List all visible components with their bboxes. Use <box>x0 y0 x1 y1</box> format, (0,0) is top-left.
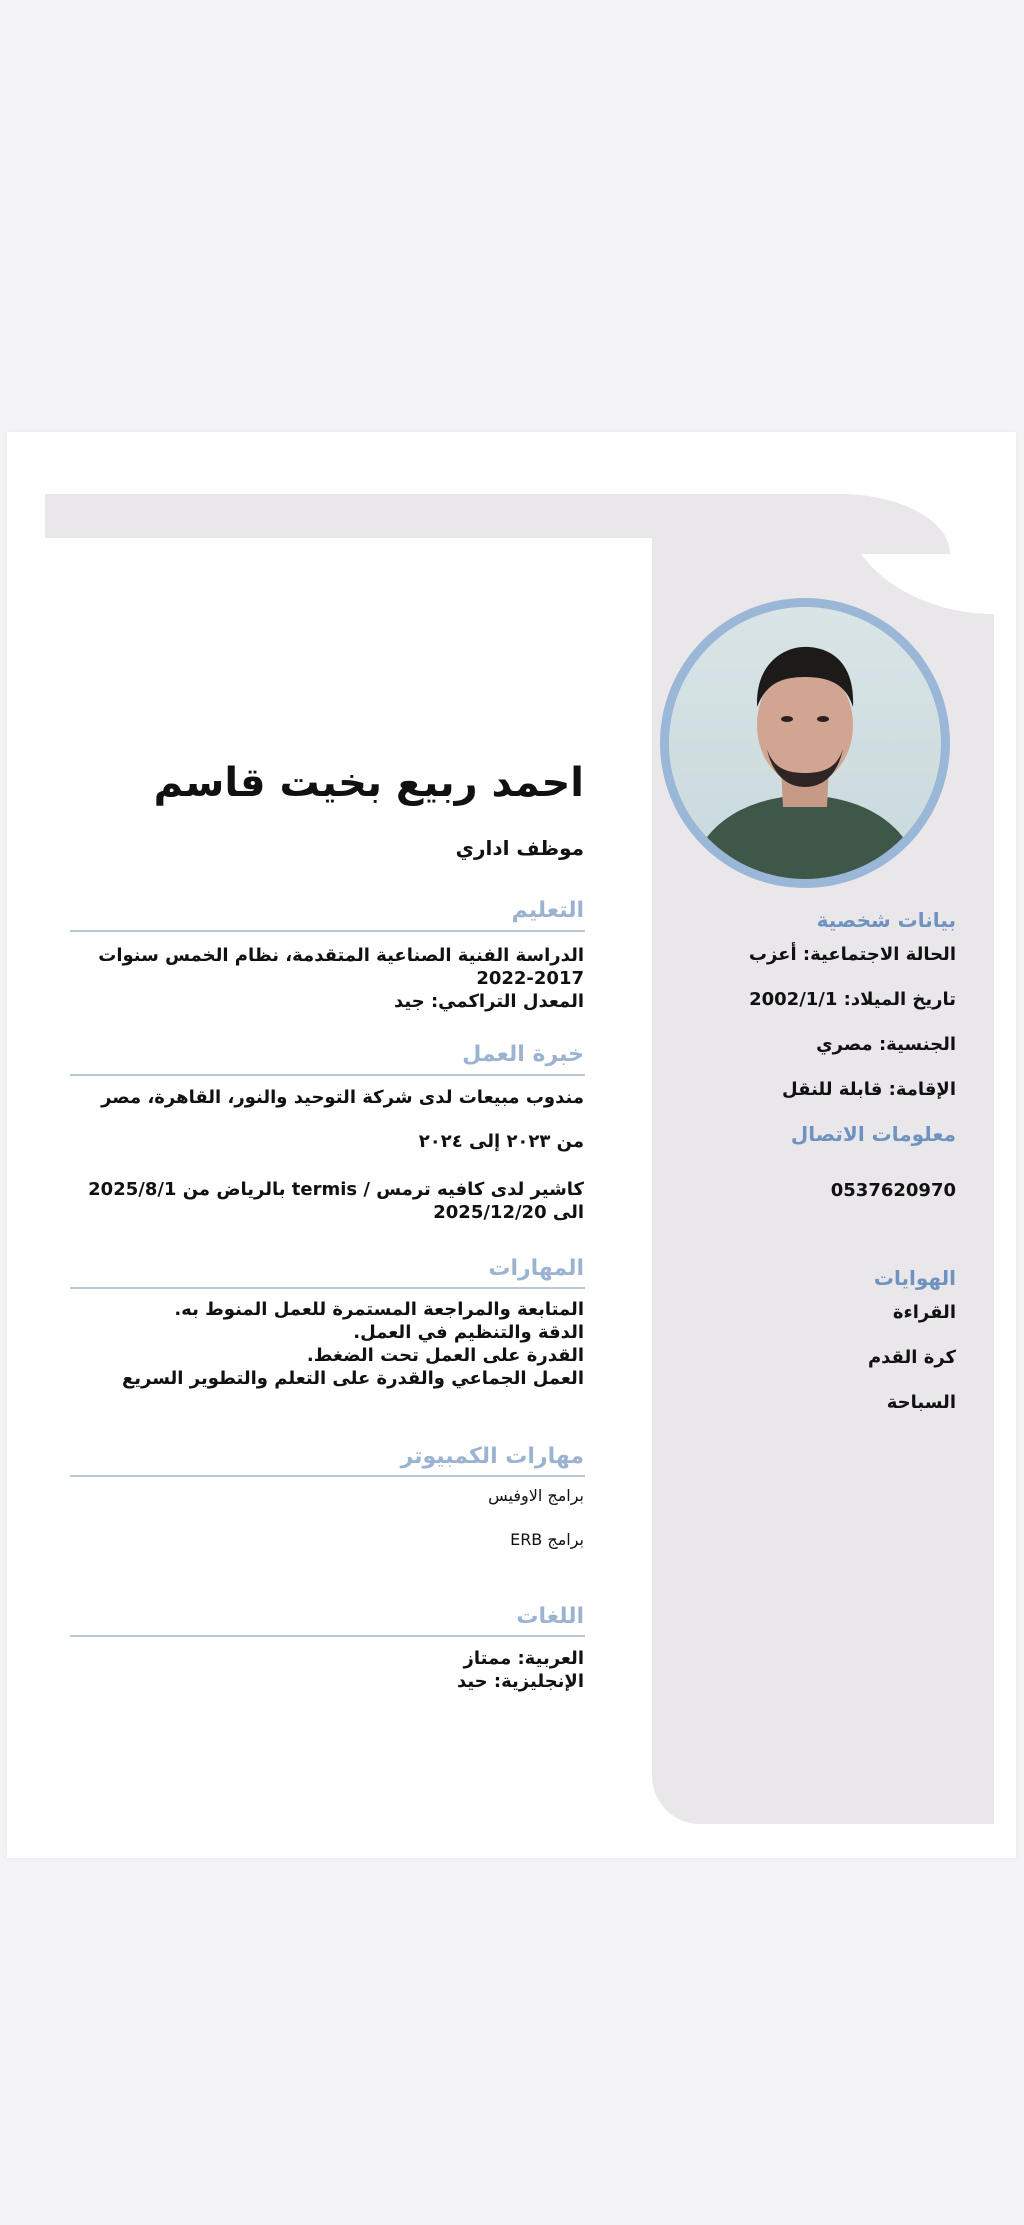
experience-job-2-line-2: الى 2025/12/20 <box>433 1202 584 1223</box>
experience-job-1: مندوب مبيعات لدى شركة التوحيد والنور، القاهرة، مصر <box>101 1087 584 1108</box>
education-line-2: 2022-2017 <box>476 968 584 989</box>
language-item: الإنجليزية: حيد <box>456 1671 584 1692</box>
hobby-item: السباحة <box>886 1392 956 1413</box>
profile-photo <box>660 598 950 888</box>
computer-skills-heading: مهارات الكمبيوتر <box>400 1444 584 1469</box>
person-portrait-icon <box>669 607 941 879</box>
experience-job-2 <box>64 1178 584 1224</box>
personal-marital: الحالة الاجتماعية: أعزب <box>748 944 956 965</box>
hobby-item: كرة القدم <box>867 1347 956 1368</box>
job-title: موظف اداري <box>455 836 584 860</box>
language-item: العربية: ممتاز <box>463 1648 584 1669</box>
skill-item: الدقة والتنظيم في العمل. <box>353 1322 584 1343</box>
experience-divider <box>70 1074 585 1076</box>
skills-heading: المهارات <box>488 1256 584 1281</box>
skills-divider <box>70 1287 585 1289</box>
experience-heading: خبرة العمل <box>462 1042 584 1067</box>
personal-heading: بيانات شخصية <box>816 908 956 932</box>
skill-item: القدرة على العمل تحت الضغط. <box>306 1345 584 1366</box>
languages-list <box>457 1647 584 1693</box>
experience-job-1-period: من ٢٠٢٣ إلى ٢٠٢٤ <box>418 1131 584 1152</box>
languages-divider <box>70 1635 585 1637</box>
languages-heading: اللغات <box>516 1604 584 1629</box>
personal-residence: الإقامة: قابلة للنقل <box>782 1079 956 1100</box>
computer-skills-divider <box>70 1475 585 1477</box>
education-line-1: الدراسة الفنية الصناعية المتقدمة، نظام الخمس سنوات <box>98 945 584 966</box>
computer-skill-item: برامج ERB <box>510 1530 584 1549</box>
experience-job-2-line-1: كاشير لدى كافيه ترمس / termis بالرياض من 2025/8/1 <box>88 1179 584 1200</box>
content-corner <box>45 538 652 648</box>
education-block <box>64 944 584 1013</box>
contact-heading: معلومات الاتصال <box>790 1122 956 1146</box>
skills-list <box>64 1298 584 1390</box>
personal-nationality: الجنسية: مصري <box>816 1034 956 1055</box>
avatar <box>669 607 941 879</box>
personal-birth: تاريخ الميلاد: 2002/1/1 <box>749 989 956 1010</box>
education-heading: التعليم <box>511 898 584 923</box>
skill-item: العمل الجماعي والقدرة على التعلم والتطوير السريع <box>121 1368 584 1389</box>
skill-item: المتابعة والمراجعة المستمرة للعمل المنوط به. <box>174 1299 584 1320</box>
education-line-3: المعدل التراكمي: جيد <box>393 991 584 1012</box>
hobby-item: القراءة <box>892 1302 956 1323</box>
education-divider <box>70 930 585 932</box>
hobbies-heading: الهوايات <box>873 1266 956 1290</box>
computer-skill-item: برامج الاوفيس <box>488 1486 584 1505</box>
full-name: احمد ربيع بخيت قاسم <box>153 760 584 806</box>
contact-phone: 0537620970 <box>830 1180 956 1201</box>
